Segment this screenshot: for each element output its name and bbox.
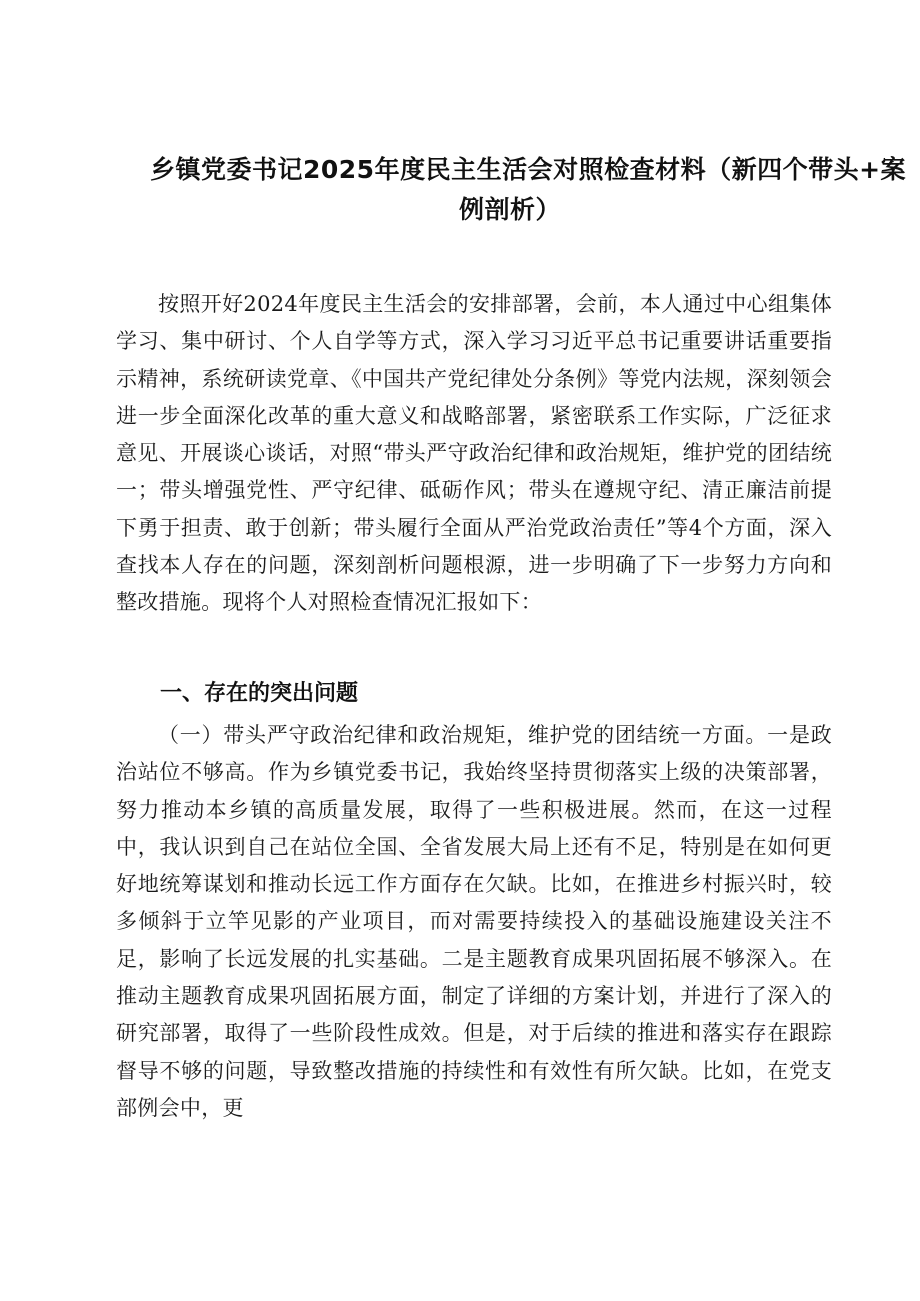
section-1-paragraph: （一）带头严守政治纪律和政治规矩，维护党的团结统一方面。一是政治站位不够高。作为乡镇党委书记，我始终坚持贯彻落实上级的决策部署，努力推动本乡镇的高质量发展，取得了一些积极进展。然而，在这一过程中，我认识到自己在站位全国、全省发展大局上还有不足，特别是在如何更好地统筹谋划和推动长远工作方面存在欠缺。比如，在推进乡村振兴时，较多倾斜于立竿见影的产业项目，而对需要持续投入的基础设施建设关注不足，影响了长远发展的扎实基础。二是主题教育成果巩固拓展不够深入。在推动主题教育成果巩固拓展方面，制定了详细的方案计划，并进行了深入的研究部署，取得了一些阶段性成效。但是，对于后续的推进和落实存在跟踪督导不够的问题，导致整改措施的持续性和有效性有所欠缺。比如，在党支部例会中，更 <box>116 723 832 1120</box>
section-heading-1: 一、存在的突出问题 <box>160 681 359 706</box>
document-title-line-1: 乡镇党委书记2025年度民主生活会对照检查材料（新四个带头+案 <box>150 155 907 184</box>
document-title-line-2: 例剖析） <box>458 195 561 224</box>
intro-paragraph: 按照开好2024年度民主生活会的安排部署，会前，本人通过中心组集体学习、集中研讨、个人自学等方式，深入学习习近平总书记重要讲话重要指示精神，系统研读党章、《中国共产党纪律处分条例》等党内法规，深刻领会进一步全面深化改革的重大意义和战略部署，紧密联系工作实际，广泛征求意见、开展谈心谈话，对照“带头严守政治纪律和政治规矩，维护党的团结统一；带头增强党性、严守纪律、砥砺作风；带头在遵规守纪、清正廉洁前提下勇于担责、敢于创新；带头履行全面从严治党政治责任”等4个方面，深入查找本人存在的问题，深刻剖析问题根源，进一步明确了下一步努力方向和整改措施。现将个人对照检查情况汇报如下： <box>116 292 832 615</box>
document-title <box>150 150 907 230</box>
